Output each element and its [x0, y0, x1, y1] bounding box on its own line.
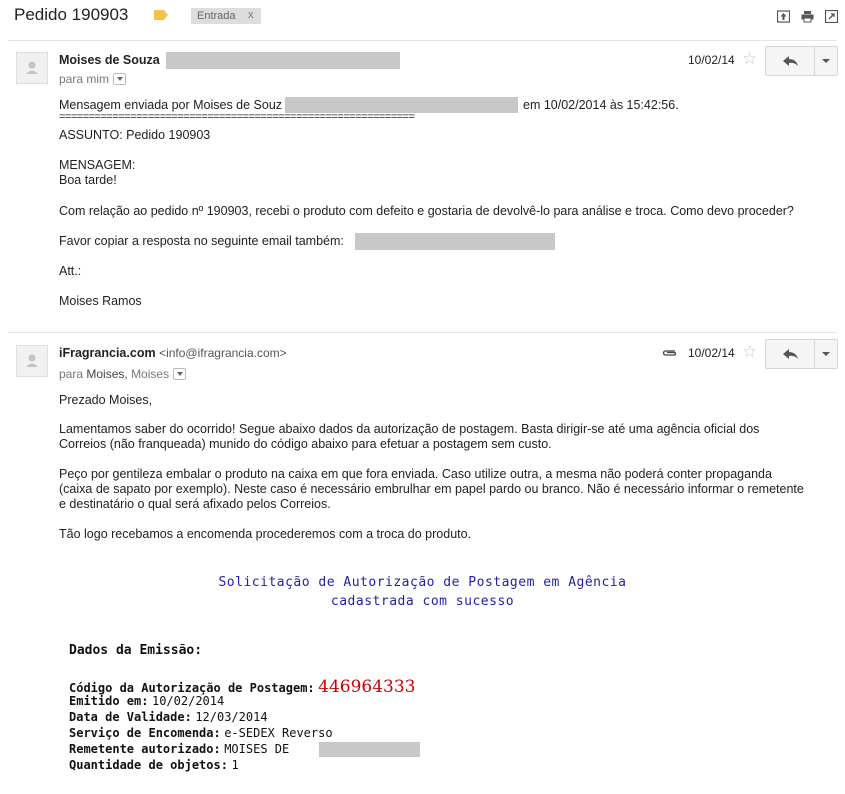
attachment-icon: [662, 348, 678, 358]
signature: Moises Ramos: [59, 294, 142, 308]
reply-button-group: [765, 46, 838, 76]
paragraph-line: (caixa de sapato por exemplo). Neste caso é necessário embrulhar em papel pardo ou branco. Não é necessário informar o remetente: [59, 482, 804, 496]
new-window-icon[interactable]: [825, 10, 838, 23]
archive-icon[interactable]: [777, 10, 790, 23]
issued-label: Emitido em:: [69, 694, 149, 708]
divider: [8, 332, 837, 333]
redacted-sender-email: [166, 52, 400, 69]
service-row: [69, 726, 333, 740]
person-icon: [17, 346, 47, 376]
reply-button[interactable]: [766, 47, 814, 75]
message-date: 10/02/14: [688, 346, 735, 360]
sender-line: [59, 346, 287, 360]
recipient-name: Moises,: [86, 367, 128, 381]
service-label: Serviço de Encomenda:: [69, 726, 221, 740]
recipient-line[interactable]: [59, 367, 186, 381]
more-options-button[interactable]: [815, 340, 837, 368]
message-label: MENSAGEM:: [59, 158, 136, 172]
recipient-prefix: para: [59, 367, 84, 381]
inbox-label-text: Entrada: [197, 10, 236, 22]
paragraph-line: e destinatário o qual será afixado pelos Correios.: [59, 497, 331, 511]
show-details-icon[interactable]: [173, 368, 186, 380]
authorization-code-label: Código da Autorização de Postagem:: [69, 681, 315, 695]
quantity-row: [69, 758, 239, 772]
authorization-code-value: 446964333: [318, 677, 416, 697]
quantity-value: 1: [231, 758, 239, 772]
greeting: Boa tarde!: [59, 173, 117, 187]
redacted-name: [319, 742, 420, 757]
sender-authorized-label: Remetente autorizado:: [69, 742, 221, 756]
avatar[interactable]: [16, 52, 48, 84]
recipient-name: Moises: [131, 367, 170, 381]
authorization-banner-subtitle: cadastrada com sucesso: [330, 594, 515, 609]
sender-authorized-row: [69, 742, 289, 756]
separator-line: ============================================================: [59, 111, 415, 123]
divider: [8, 40, 837, 41]
paragraph-line: Lamentamos saber do ocorrido! Segue abaixo dados da autorização de postagem. Basta dirigir-se até uma agência oficial dos: [59, 422, 760, 436]
closing: Att.:: [59, 264, 82, 278]
sender-email: <info@ifragrancia.com>: [159, 346, 287, 360]
remove-label-button[interactable]: x: [248, 9, 254, 21]
recipient-text: para mim: [59, 72, 110, 86]
subject-line: ASSUNTO: Pedido 190903: [59, 128, 211, 142]
reply-button-group: [765, 339, 838, 369]
greeting: Prezado Moises,: [59, 393, 153, 407]
person-icon: [17, 53, 47, 83]
paragraph-line: Correios (não franqueada) munido do código abaixo para efetuar a postagem sem custo.: [59, 437, 552, 451]
issuance-data-title: Dados da Emissão:: [69, 643, 203, 658]
paragraph: Com relação ao pedido nº 190903, recebi o produto com defeito e gostaria de devolvê-lo para análise e troca. Como devo proceder?: [59, 204, 794, 218]
service-value: e-SEDEX Reverso: [224, 726, 333, 740]
star-icon[interactable]: ☆: [742, 342, 758, 361]
redacted-email: [355, 233, 555, 250]
issued-value: 10/02/2014: [151, 694, 225, 708]
validity-value: 12/03/2014: [195, 710, 268, 724]
authorization-banner-title: Solicitação de Autorização de Postagem em Agência: [218, 575, 627, 590]
message-date: 10/02/14: [688, 53, 735, 67]
validity-label: Data de Validade:: [69, 710, 192, 724]
important-label-icon[interactable]: [154, 10, 168, 20]
recipient-line[interactable]: [59, 72, 126, 86]
paragraph-line: Peço por gentileza embalar o produto na caixa em que fora enviada. Caso utilize outra, a mesma não poderá conter propaganda: [59, 467, 772, 481]
print-icon[interactable]: [801, 10, 814, 23]
inbox-label-chip[interactable]: [191, 8, 261, 24]
show-details-icon[interactable]: [113, 73, 126, 85]
sender-name[interactable]: Moises de Souza: [59, 53, 160, 67]
issued-row: [69, 694, 224, 708]
reply-icon: [766, 340, 814, 368]
quantity-label: Quantidade de objetos:: [69, 758, 228, 772]
reply-button[interactable]: [766, 340, 814, 368]
avatar[interactable]: [16, 345, 48, 377]
sender-name[interactable]: iFragrancia.com: [59, 346, 156, 360]
validity-row: [69, 710, 268, 724]
star-icon[interactable]: ☆: [742, 49, 758, 68]
reply-icon: [766, 47, 814, 75]
thread-subject: Pedido 190903: [14, 5, 129, 24]
paragraph: Tão logo recebamos a encomenda procederemos com a troca do produto.: [59, 527, 472, 541]
paragraph: Favor copiar a resposta no seguinte email também:: [59, 234, 344, 248]
sent-date-text: em 10/02/2014 às 15:42:56.: [523, 98, 679, 112]
sender-authorized-value: MOISES DE: [224, 742, 290, 756]
more-options-button[interactable]: [815, 47, 837, 75]
sent-by-text: Mensagem enviada por Moises de Souz: [59, 98, 283, 112]
